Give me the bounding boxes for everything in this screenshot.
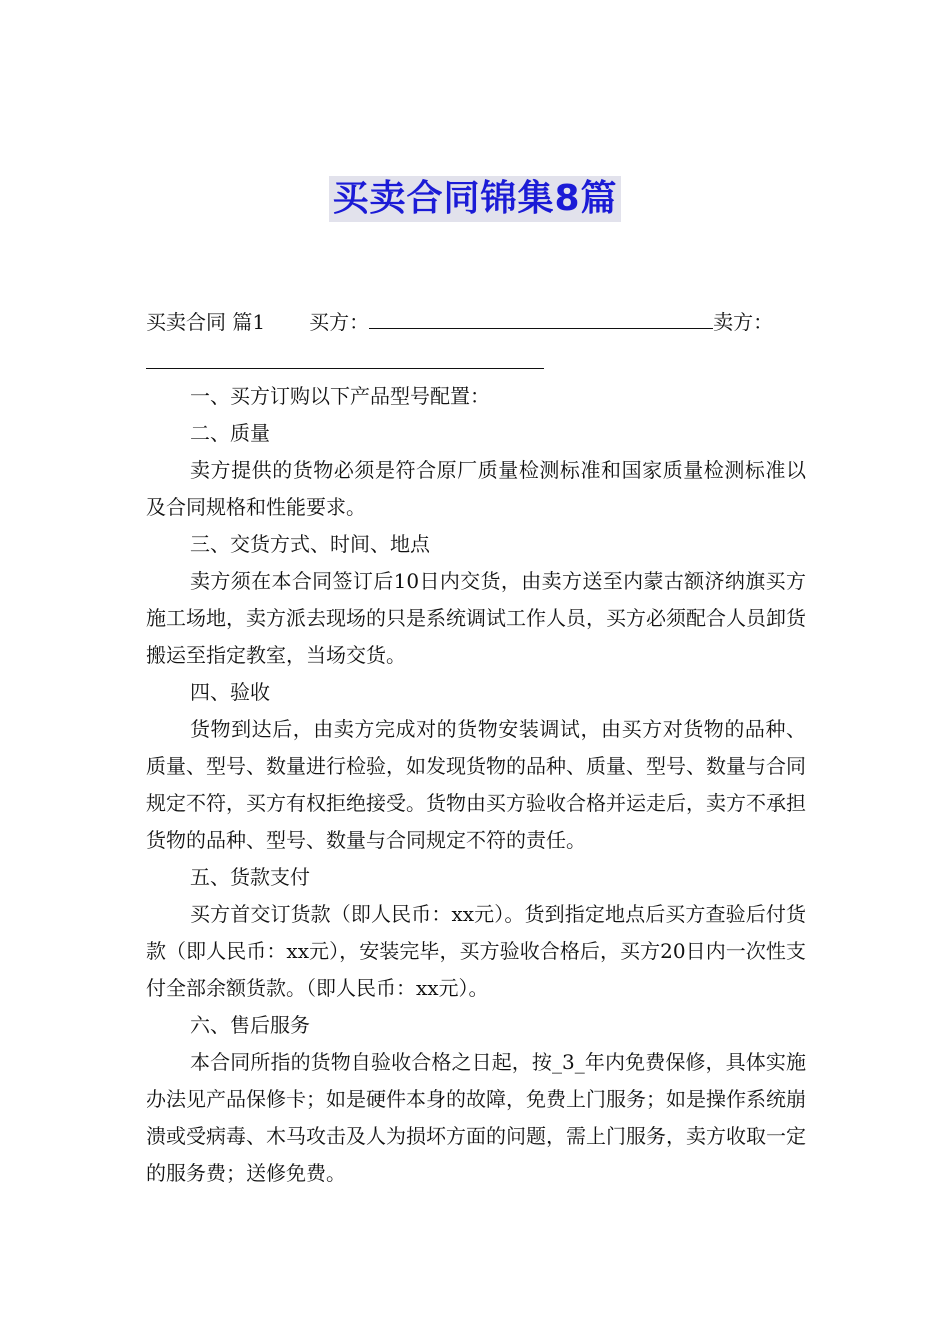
paragraph-after-sales: 本合同所指的货物自验收合格之日起，按_3_年内免费保修，具体实施办法见产品保修卡；如是硬件本身的故障，免费上门服务；如是操作系统崩溃或受病毒、木马攻击及人为损坏方面的问题，需上门服务，卖方收取一定的服务费；送修免费。 bbox=[146, 1050, 806, 1185]
heading-after-sales: 六、售后服务 bbox=[190, 1013, 310, 1037]
document-title: 买卖合同锦集8篇 bbox=[329, 176, 620, 222]
heading-acceptance: 四、验收 bbox=[190, 680, 270, 704]
contract-header-line bbox=[146, 304, 806, 341]
paragraph-payment: 买方首交订货款（即人民币：xx元）。货到指定地点后买方查验后付货款（即人民币：xx元），安装完毕，买方验收合格后，买方20日内一次性支付全部余额货款。（即人民币：xx元）。 bbox=[146, 902, 806, 1000]
buyer-blank-field bbox=[369, 304, 713, 329]
seller-label: 卖方： bbox=[713, 310, 774, 334]
heading-quality: 二、质量 bbox=[190, 421, 270, 445]
buyer-label: 买方： bbox=[309, 310, 370, 334]
paragraph-quality: 卖方提供的货物必须是符合原厂质量检测标准和国家质量检测标准以及合同规格和性能要求。 bbox=[146, 458, 806, 519]
paragraph-acceptance: 货物到达后，由卖方完成对的货物安装调试，由买方对货物的品种、质量、型号、数量进行检验，如发现货物的品种、质量、型号、数量与合同规定不符，买方有权拒绝接受。货物由买方验收合格并运走后，卖方不承担货物的品种、型号、数量与合同规定不符的责任。 bbox=[146, 717, 806, 852]
seller-blank-field bbox=[146, 350, 544, 369]
title-container bbox=[0, 176, 950, 222]
seller-blank-line bbox=[146, 341, 806, 378]
paragraph-delivery: 卖方须在本合同签订后10日内交货，由卖方送至内蒙古额济纳旗买方施工场地，卖方派去现场的只是系统调试工作人员，买方必须配合人员卸货搬运至指定教室，当场交货。 bbox=[146, 569, 806, 667]
article-label: 买卖合同 篇1 bbox=[146, 310, 266, 334]
heading-payment: 五、货款支付 bbox=[190, 865, 310, 889]
paragraph-order-config: 一、买方订购以下产品型号配置： bbox=[190, 384, 490, 408]
document-body bbox=[146, 304, 806, 1192]
heading-delivery: 三、交货方式、时间、地点 bbox=[190, 532, 430, 556]
